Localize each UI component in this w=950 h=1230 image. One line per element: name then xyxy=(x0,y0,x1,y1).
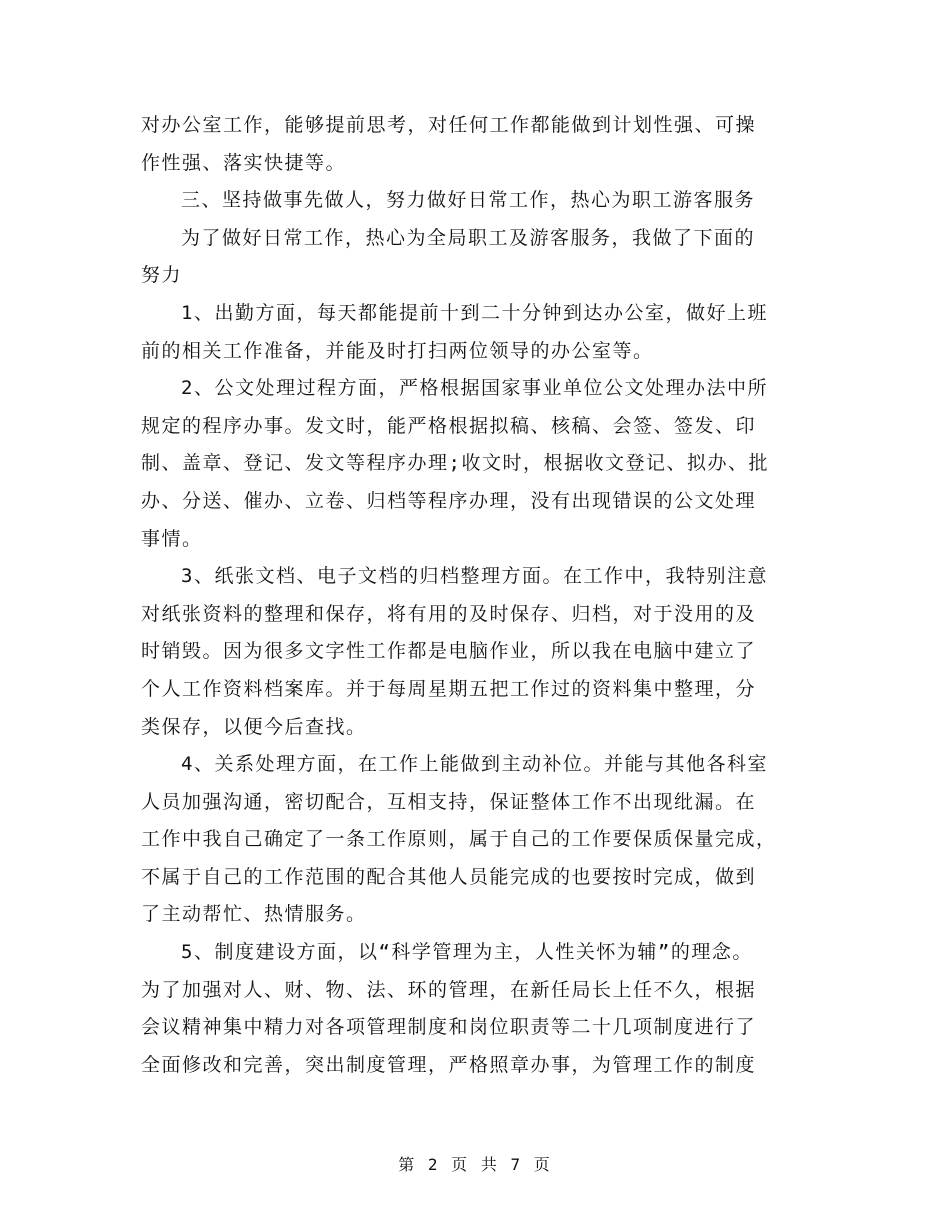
text-line: 不属于自己的工作范围的配合其他人员能完成的也要按时完成，做到 xyxy=(141,865,757,888)
text-line: 2、公文处理过程方面，严格根据国家事业单位公文处理办法中所 xyxy=(181,377,768,400)
text-line: 全面修改和完善，突出制度管理，严格照章办事，为管理工作的制度 xyxy=(141,1053,757,1076)
text-line: 制、盖章、登记、发文等程序办理;收文时，根据收文登记、拟办、批 xyxy=(141,452,769,475)
page-footer xyxy=(0,1152,950,1175)
text-line: 作性强、落实快捷等。 xyxy=(141,151,347,174)
text-line: 事情。 xyxy=(141,527,203,550)
page-number: 第 2 页 共 7 页 xyxy=(398,1155,552,1174)
text-line: 为了加强对人、财、物、法、环的管理，在新任局长上任不久，根据 xyxy=(141,978,757,1001)
text-line: 4、关系处理方面，在工作上能做到主动补位。并能与其他各科室 xyxy=(181,753,768,776)
text-line: 人员加强沟通，密切配合，互相支持，保证整体工作不出现纰漏。在 xyxy=(141,790,757,813)
text-line: 会议精神集中精力对各项管理制度和岗位职责等二十几项制度进行了 xyxy=(141,1016,757,1039)
text-line: 为了做好日常工作，热心为全局职工及游客服务，我做了下面的 xyxy=(181,226,756,249)
body-text xyxy=(141,107,811,1084)
text-line: 办、分送、催办、立卷、归档等程序办理，没有出现错误的公文处理 xyxy=(141,489,757,512)
text-line: 时销毁。因为很多文字性工作都是电脑作业，所以我在电脑中建立了 xyxy=(141,640,757,663)
text-line: 类保存，以便今后查找。 xyxy=(141,715,367,738)
text-line: 对纸张资料的整理和保存，将有用的及时保存、归档，对于没用的及 xyxy=(141,602,757,625)
text-line: 工作中我自己确定了一条工作原则，属于自己的工作要保质保量完成， xyxy=(141,828,777,851)
text-line: 前的相关工作准备，并能及时打扫两位领导的办公室等。 xyxy=(141,339,654,362)
text-line: 5、制度建设方面，以“科学管理为主，人性关怀为辅”的理念。 xyxy=(181,941,753,964)
section-heading: 三、坚持做事先做人，努力做好日常工作，热心为职工游客服务 xyxy=(181,189,756,212)
text-line: 3、纸张文档、电子文档的归档整理方面。在工作中，我特别注意 xyxy=(181,565,768,588)
text-line: 规定的程序办事。发文时，能严格根据拟稿、核稿、会签、签发、印 xyxy=(141,414,757,437)
text-line: 个人工作资料档案库。并于每周星期五把工作过的资料集中整理，分 xyxy=(141,677,757,700)
text-line: 对办公室工作，能够提前思考，对任何工作都能做到计划性强、可操 xyxy=(141,114,757,136)
text-line: 1、出勤方面，每天都能提前十到二十分钟到达办公室，做好上班 xyxy=(181,301,768,324)
text-line: 了主动帮忙、热情服务。 xyxy=(141,903,367,926)
text-line: 努力 xyxy=(141,264,183,287)
